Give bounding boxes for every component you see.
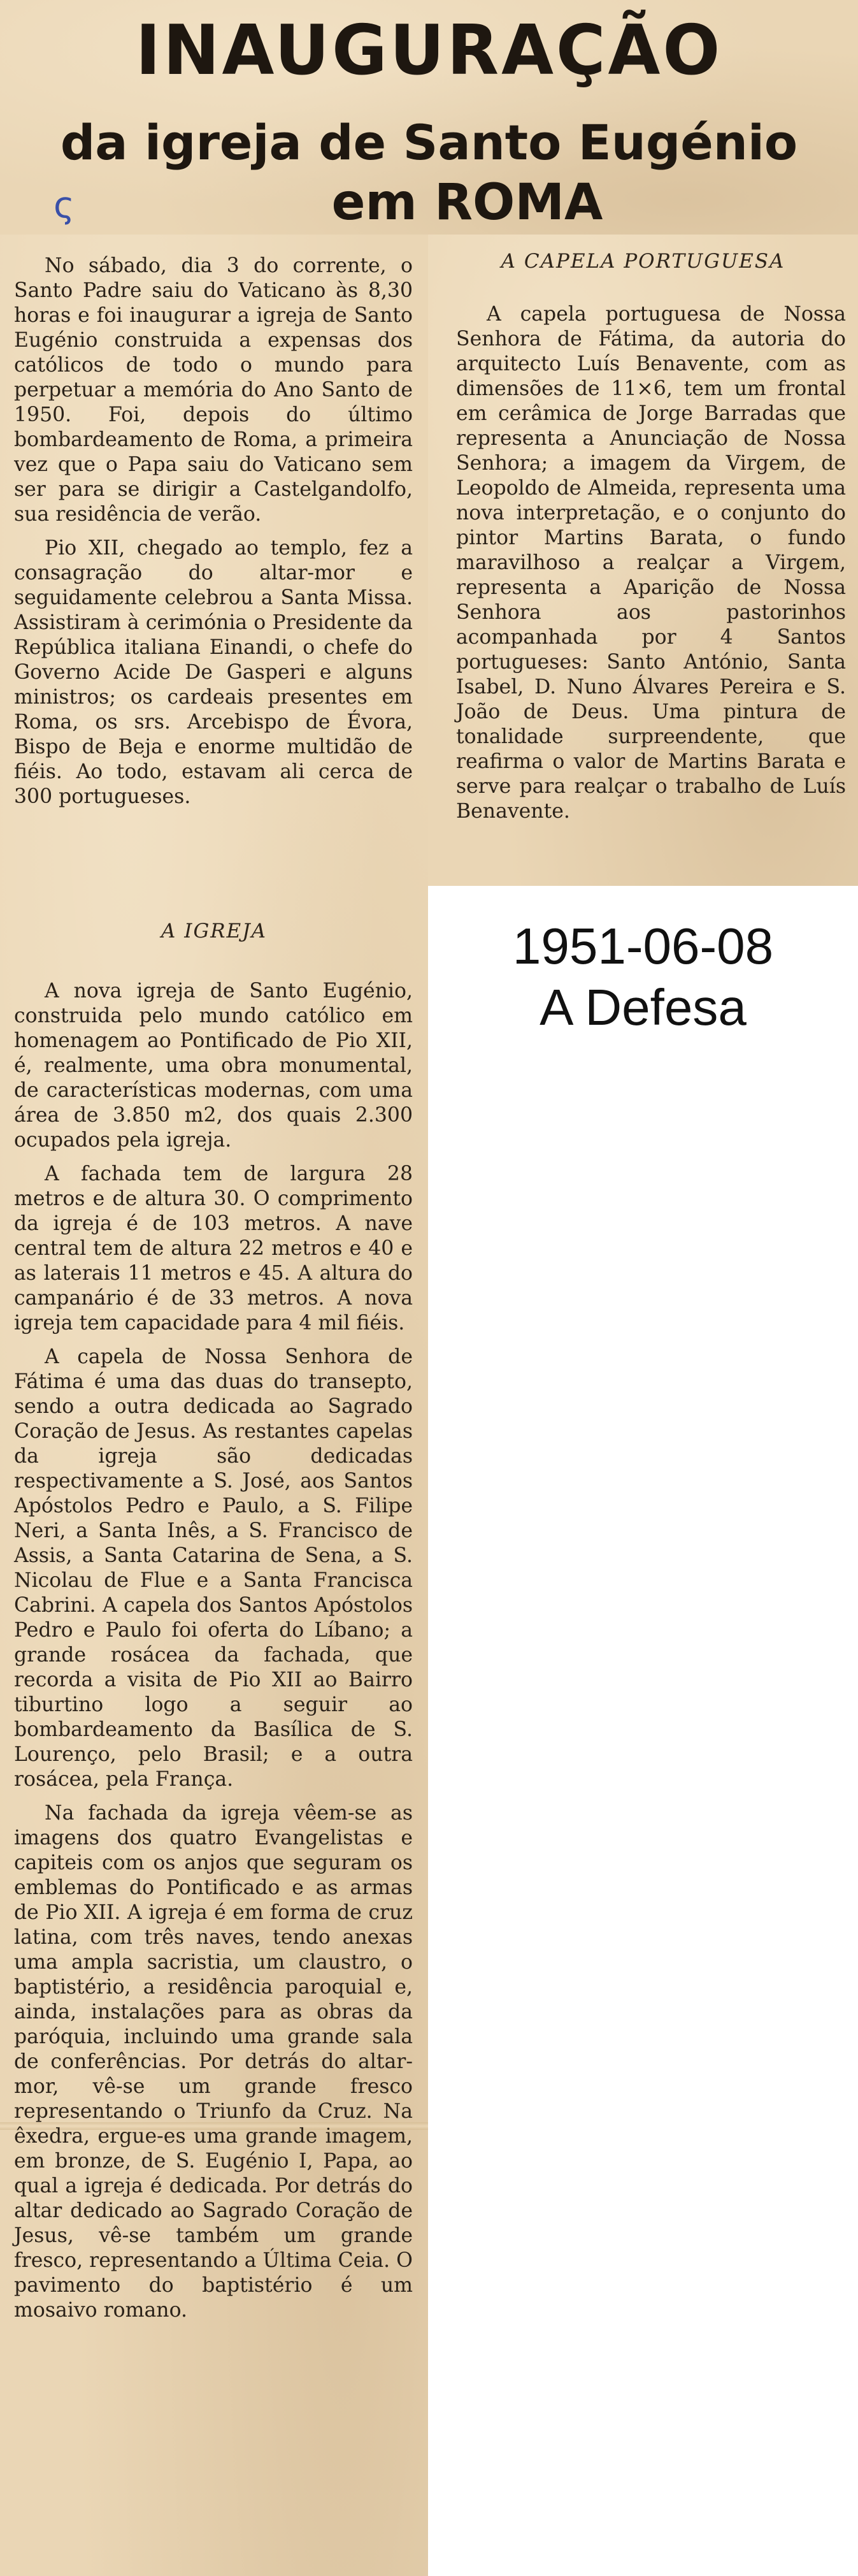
article-column-left-bottom <box>14 979 413 2323</box>
headline-line-1: INAUGURAÇÃO <box>135 11 723 90</box>
section-title-igreja: A IGREJA <box>161 920 268 943</box>
article-paragraph: Na fachada da igreja vêem-se as imagens dos quatro Evangelistas e capiteis com os anjos que seguram os emblemas do Pontificado e as armas de Pio XII. A igreja é em forma de cruz latina, com três naves, tendo anexas uma ampla sacristia, um claustro, o baptistério, a residência paroquial e, ainda, instalações para as obras da paróquia, incluindo uma grande sala de conferências. Por detrás do altar-mor, vê-se um grande fresco representando o Triunfo da Cruz. Na êxedra, ergue-es uma grande imagem, em bronze, de S. Eugénio I, Papa, ao qual a igreja é dedicada. Por detrás do altar dedicado ao Sagrado Coração de Jesus, vê-se também um grande fresco, representando a Última Ceia. O pavimento do baptistério é um mosaivo romano. <box>14 1802 413 2322</box>
article-paragraph: A nova igreja de Santo Eugénio, construida pelo mundo católico em homenagem ao Pontificado de Pio XII, é, realmente, uma obra monumental, de características modernas, com uma área de 3.850 m2, dos quais 2.300 ocupados pela igreja. <box>14 980 413 1152</box>
headline-line-3: em ROMA <box>331 174 603 231</box>
article-paragraph: A fachada tem de largura 28 metros e de altura 30. O comprimento da igreja é de 103 metros. A nave central tem de altura 22 metros e 40 e as laterais 11 metros e 45. A altura do campanário é de 33 metros. A nova igreja tem capacidade para 4 mil fiéis. <box>14 1162 413 1335</box>
article-paragraph: A capela portuguesa de Nossa Senhora de Fátima, da autoria do arquitecto Luís Benavente, com as dimensões de 11×6, tem um frontal em cerâmica de Jorge Barradas que representa a Anunciação de Nossa Senhora; a imagem da Virgem, de Leopoldo de Almeida, representa uma nova interpretação, e o conjunto do pintor Martins Barata, o fundo maravilhoso a realçar a Virgem, representa a Aparição de Nossa Senhora aos pastorinhos acompanhada por 4 Santos portugueses: Santo António, Santa Isabel, D. Nuno Álvares Pereira e S. João de Deus. Uma pintura de tonalidade surpreendente, que reafirma o valor de Martins Barata e serve para realçar o trabalho de Luís Benavente. <box>456 303 846 823</box>
article-column-left-top <box>14 254 413 809</box>
article-paragraph: No sábado, dia 3 do corrente, o Santo Padre saiu do Vaticano às 8,30 horas e foi inaugurar a igreja de Santo Eugénio construida a expensas dos católicos de todo o mundo para perpetuar a memória do Ano Santo de 1950. Foi, depois do último bombardeamento de Roma, a primeira vez que o Papa saiu do Vaticano sem ser para se dirigir a Castelgandolfo, sua residência de verão. <box>14 254 413 526</box>
article-paragraph: Pio XII, chegado ao templo, fez a consagração do altar-mor e seguidamente celebrou a Santa Missa. Assistiram à cerimónia o Presidente da República italiana Einandi, o chefe do Governo Acide De Gasperi e alguns ministros; os cardeais presentes em Roma, os srs. Arcebispo de Évora, Bispo de Beja e enorme multidão de fiéis. Ao todo, estavam ali cerca de 300 portugueses. <box>14 537 413 808</box>
archive-date-label: 1951-06-08 <box>428 918 858 975</box>
section-title-capela-portuguesa: A CAPELA PORTUGUESA <box>501 250 785 273</box>
headline-line-2: da igreja de Santo Eugénio <box>60 114 798 171</box>
handwritten-pen-mark: ς <box>54 185 75 226</box>
article-paragraph: A capela de Nossa Senhora de Fátima é uma das duas do transepto, sendo a outra dedicada ao Sagrado Coração de Jesus. As restantes capelas da igreja são dedicadas respectivamente a S. José, aos Santos Apóstolos Pedro e Paulo, a S. Filipe Neri, a Santa Inês, a S. Francisco de Assis, a Santa Catarina de Sena, a S. Nicolau de Flue e a Santa Francisca Cabrini. A capela dos Santos Apóstolos Pedro e Paulo foi oferta do Líbano; a grande rosácea da fachada, que recorda a visita de Pio XII ao Bairro tiburtino logo a seguir ao bombardeamento da Basílica de S. Lourenço, pelo Brasil; e a outra rosácea, pela França. <box>14 1345 413 1791</box>
article-column-right <box>456 302 846 824</box>
archive-source-label: A Defesa <box>428 979 858 1036</box>
